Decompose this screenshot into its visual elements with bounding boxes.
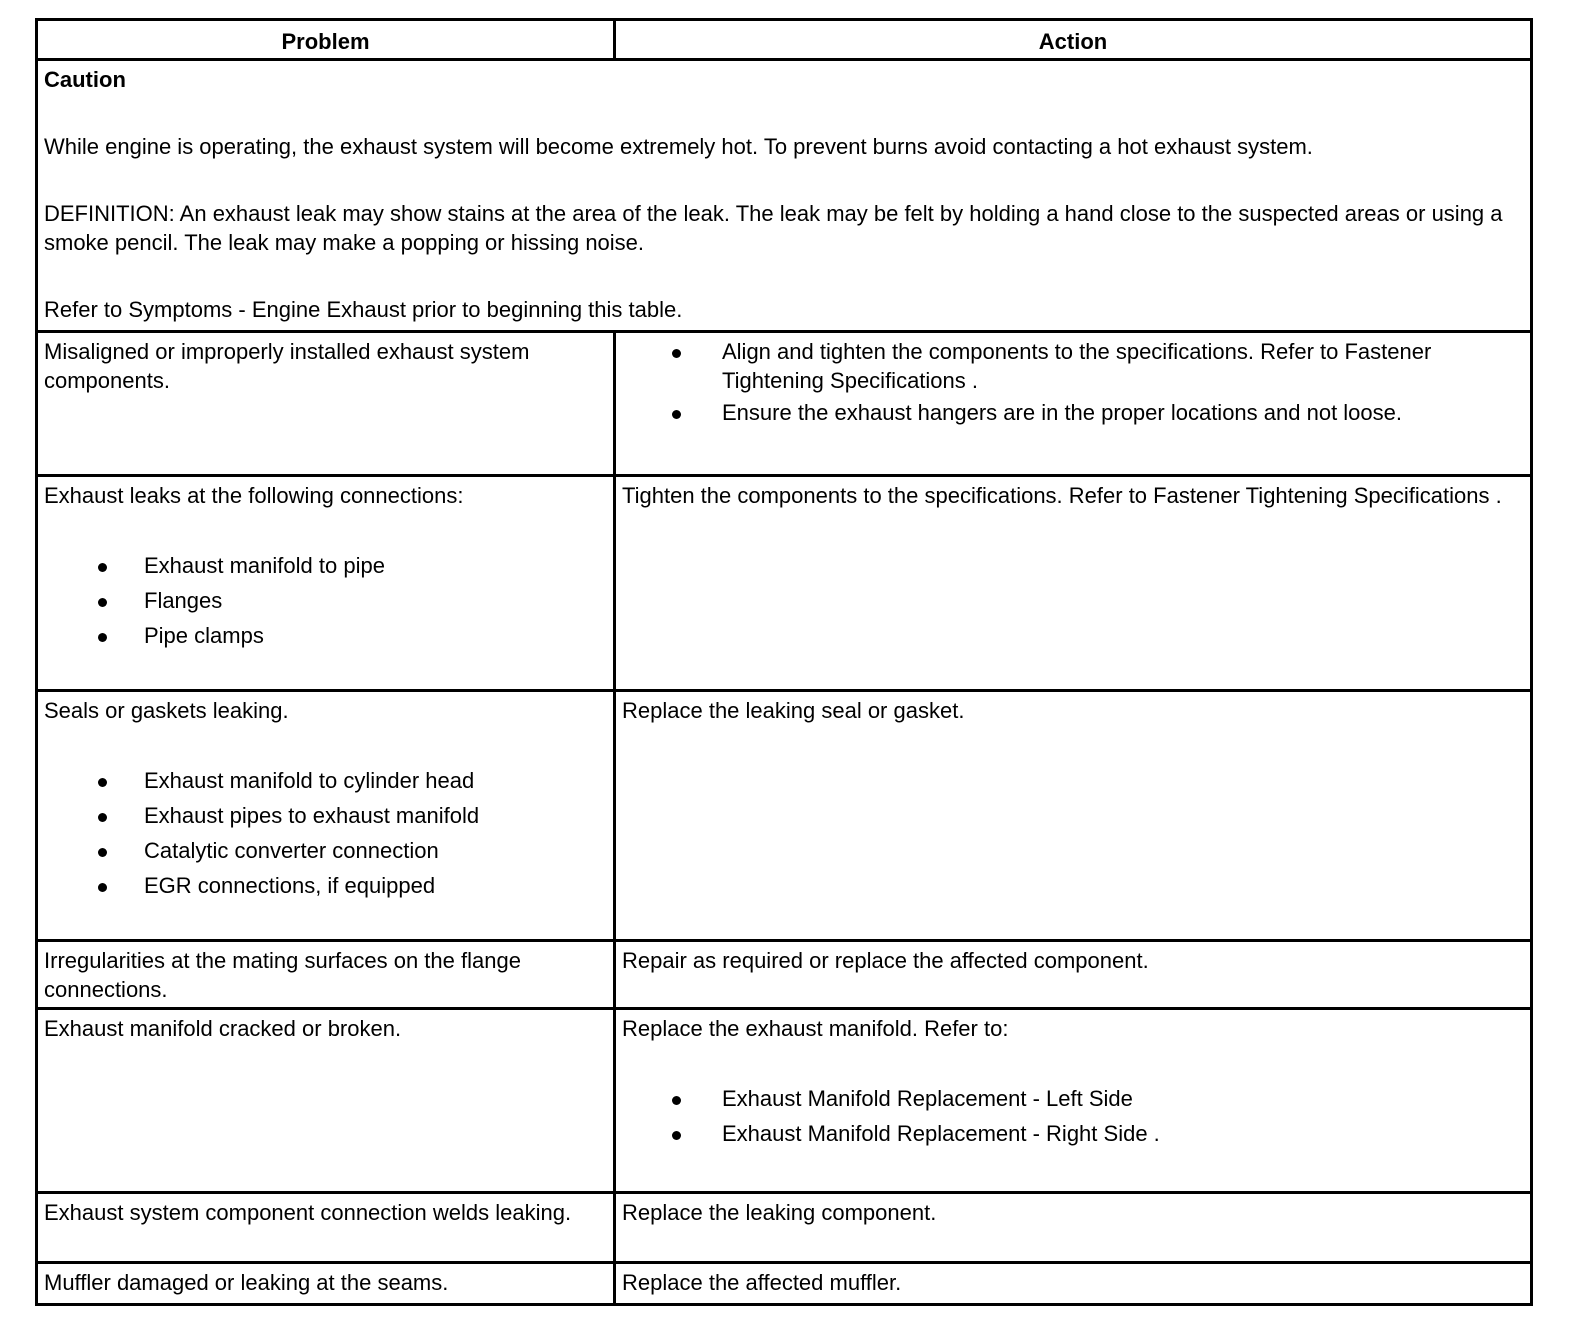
problem-cell [38, 1010, 616, 1194]
definition-text: DEFINITION: An exhaust leak may show stains at the area of the leak. The leak may be felt by holding a hand close to the suspected areas or using a smoke pencil. The leak may make a popping or hissing noise. [44, 201, 1503, 255]
action-text: Replace the leaking component. [622, 1200, 937, 1225]
problem-item: Exhaust manifold to pipe [144, 553, 385, 578]
problem-cell [38, 477, 616, 692]
problem-item: Flanges [144, 588, 223, 613]
problem-text: Exhaust leaks at the following connections: [44, 483, 464, 508]
problem-text: Irregularities at the mating surfaces on the flange connections. [44, 948, 521, 1002]
problem-text: Exhaust manifold cracked or broken. [44, 1016, 402, 1041]
action-cell [616, 1194, 1530, 1264]
troubleshooting-table [35, 18, 1533, 1306]
refer-text: Refer to Symptoms - Engine Exhaust prior to beginning this table. [44, 297, 683, 322]
problem-item: Exhaust manifold to cylinder head [144, 768, 475, 793]
problem-list [44, 551, 607, 653]
problem-item: EGR connections, if equipped [144, 873, 436, 898]
bullet-icon [98, 813, 107, 822]
bullet-icon [98, 778, 107, 787]
bullet-icon [98, 598, 107, 607]
list-item [622, 398, 1524, 430]
bullet-icon [672, 349, 681, 358]
bullet-icon [98, 848, 107, 857]
list-item [622, 337, 1524, 395]
action-cell [616, 477, 1530, 692]
bullet-icon [672, 1131, 681, 1140]
bullet-icon [98, 883, 107, 892]
bullet-icon [672, 1096, 681, 1105]
list-item [44, 766, 607, 798]
problem-cell [38, 1264, 616, 1303]
problem-text: Exhaust system component connection welds leaking. [44, 1200, 572, 1225]
list-item [44, 551, 607, 583]
problem-text: Seals or gaskets leaking. [44, 698, 289, 723]
bullet-icon [98, 633, 107, 642]
list-item [44, 871, 607, 903]
problem-cell [38, 692, 616, 942]
problem-item: Pipe clamps [144, 623, 264, 648]
action-cell [616, 1264, 1530, 1303]
list-item [44, 586, 607, 618]
action-item: Align and tighten the components to the specifications. Refer to Fastener Tightening Specifications . [722, 339, 1432, 393]
list-item [622, 1119, 1524, 1151]
header-action: Action [616, 21, 1530, 61]
action-text: Repair as required or replace the affected component. [622, 948, 1149, 973]
action-item: Ensure the exhaust hangers are in the proper locations and not loose. [722, 400, 1403, 425]
caution-label: Caution [44, 67, 126, 92]
action-list [622, 1084, 1524, 1151]
action-cell [616, 942, 1530, 1010]
header-problem: Problem [38, 21, 616, 61]
problem-text: Muffler damaged or leaking at the seams. [44, 1270, 449, 1295]
problem-cell [38, 942, 616, 1010]
problem-item: Catalytic converter connection [144, 838, 439, 863]
action-cell [616, 1010, 1530, 1194]
action-item: Exhaust Manifold Replacement - Left Side [722, 1086, 1133, 1111]
bullet-icon [672, 410, 681, 419]
action-list [622, 337, 1524, 430]
action-cell [616, 333, 1530, 477]
list-item [622, 1084, 1524, 1116]
action-text: Replace the exhaust manifold. Refer to: [622, 1016, 1009, 1041]
list-item [44, 801, 607, 833]
action-text: Replace the leaking seal or gasket. [622, 698, 965, 723]
list-item [44, 621, 607, 653]
list-item [44, 836, 607, 868]
caution-section [38, 61, 1530, 333]
problem-cell [38, 1194, 616, 1264]
problem-item: Exhaust pipes to exhaust manifold [144, 803, 480, 828]
action-text: Replace the affected muffler. [622, 1270, 902, 1295]
caution-text: While engine is operating, the exhaust system will become extremely hot. To prevent burns avoid contacting a hot exhaust system. [44, 134, 1313, 159]
problem-list [44, 766, 607, 903]
action-cell [616, 692, 1530, 942]
action-text: Tighten the components to the specifications. Refer to Fastener Tightening Specifications . [622, 483, 1502, 508]
problem-text: Misaligned or improperly installed exhaust system components. [44, 339, 530, 393]
action-item: Exhaust Manifold Replacement - Right Side . [722, 1121, 1160, 1146]
bullet-icon [98, 563, 107, 572]
problem-cell [38, 333, 616, 477]
